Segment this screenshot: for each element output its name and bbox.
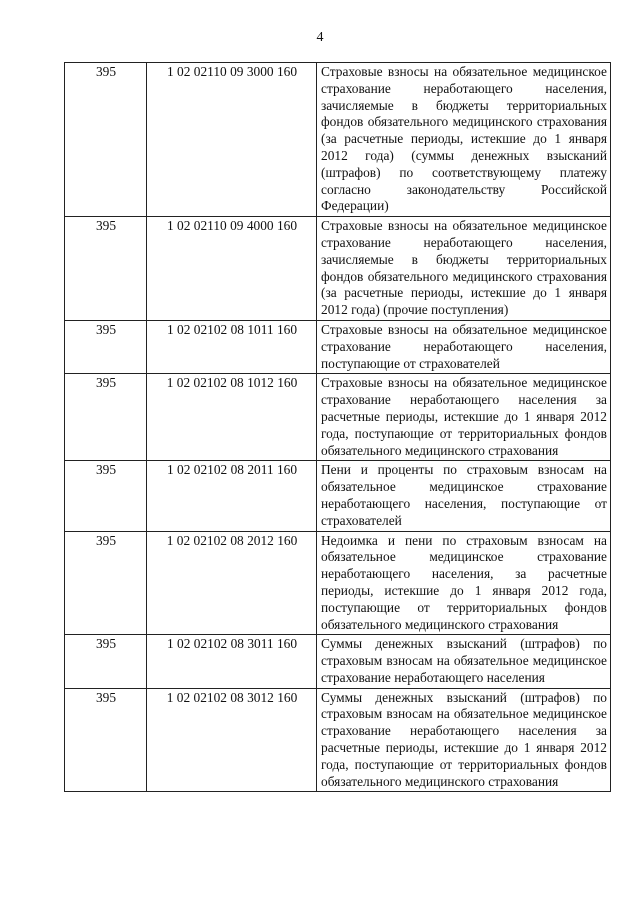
- page-number: 4: [316, 30, 324, 45]
- table-row: [65, 320, 611, 373]
- budget-code-table: [64, 62, 611, 792]
- admin-code-cell: 395: [65, 320, 147, 373]
- revenue-description-cell: Суммы денежных взысканий (штрафов) по страховым взносам на обязательное медицинское страхование неработающего населения за расчетные периоды, истекшие до 1 января 2012 года, поступающие от территориальных фондов обязательного медицинского страхования: [317, 688, 611, 792]
- admin-code-cell: 395: [65, 635, 147, 688]
- budget-classification-code-cell: 1 02 02102 08 2011 160: [147, 461, 317, 531]
- admin-code-cell: 395: [65, 531, 147, 635]
- budget-classification-code-cell: 1 02 02102 08 1012 160: [147, 374, 317, 461]
- revenue-description-cell: Суммы денежных взысканий (штрафов) по страховым взносам на обязательное медицинское страхование неработающего населения: [317, 635, 611, 688]
- admin-code-cell: 395: [65, 217, 147, 321]
- table-row: [65, 531, 611, 635]
- admin-code-cell: 395: [65, 374, 147, 461]
- table-row: [65, 635, 611, 688]
- budget-classification-code-cell: 1 02 02102 08 3012 160: [147, 688, 317, 792]
- revenue-description-cell: Недоимка и пени по страховым взносам на обязательное медицинское страхование неработающего населения, за расчетные периоды, истекшие до 1 января 2012 года, поступающие от территориальных фондов обязательного медицинского страхования: [317, 531, 611, 635]
- admin-code-cell: 395: [65, 63, 147, 217]
- revenue-description-cell: Пени и проценты по страховым взносам на обязательное медицинское страхование неработающего населения, поступающие от страхователей: [317, 461, 611, 531]
- budget-classification-code-cell: 1 02 02102 08 2012 160: [147, 531, 317, 635]
- revenue-description-cell: Страховые взносы на обязательное медицинское страхование неработающего населения, поступающие от страхователей: [317, 320, 611, 373]
- table-row: [65, 374, 611, 461]
- admin-code-cell: 395: [65, 688, 147, 792]
- table-row: [65, 688, 611, 792]
- revenue-description-cell: Страховые взносы на обязательное медицинское страхование неработающего населения, зачисляемые в бюджеты территориальных фондов обязательного медицинского страхования (за расчетные периоды, истекшие до 1 января 2012 года) (суммы денежных взысканий (штрафов) по соответствующему платежу согласно законодательству Российской Федерации): [317, 63, 611, 217]
- budget-classification-code-cell: 1 02 02110 09 4000 160: [147, 217, 317, 321]
- table-row: [65, 461, 611, 531]
- admin-code-cell: 395: [65, 461, 147, 531]
- budget-classification-code-cell: 1 02 02110 09 3000 160: [147, 63, 317, 217]
- table-row: [65, 217, 611, 321]
- budget-classification-code-cell: 1 02 02102 08 3011 160: [147, 635, 317, 688]
- budget-classification-code-cell: 1 02 02102 08 1011 160: [147, 320, 317, 373]
- table-row: [65, 63, 611, 217]
- revenue-description-cell: Страховые взносы на обязательное медицинское страхование неработающего населения, зачисляемые в бюджеты территориальных фондов обязательного медицинского страхования (за расчетные периоды, истекшие до 1 января 2012 года) (прочие поступления): [317, 217, 611, 321]
- revenue-description-cell: Страховые взносы на обязательное медицинское страхование неработающего населения за расчетные периоды, истекшие до 1 января 2012 года, поступающие от территориальных фондов обязательного медицинского страхования: [317, 374, 611, 461]
